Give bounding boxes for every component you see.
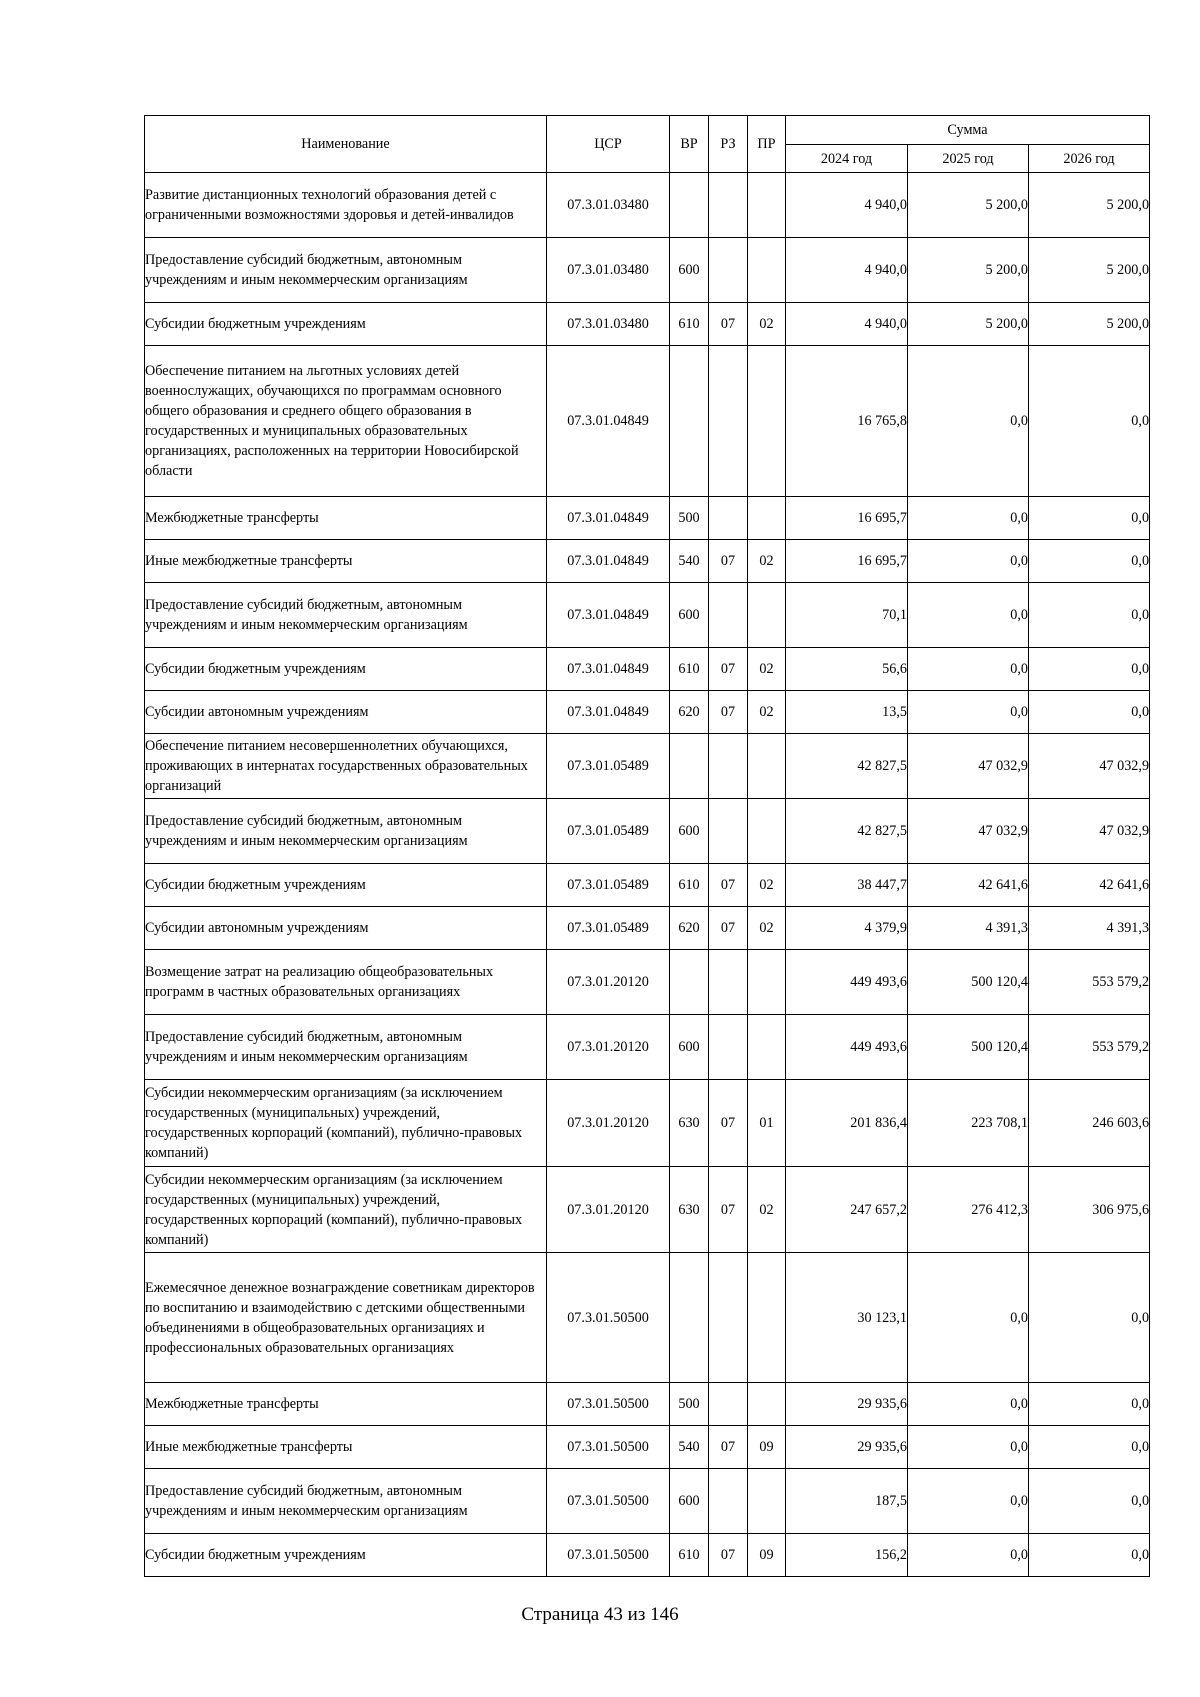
cell-vr	[670, 346, 709, 497]
cell-pr	[748, 950, 786, 1015]
cell-2024: 30 123,1	[786, 1253, 908, 1383]
table-row	[145, 1080, 1150, 1167]
cell-pr	[748, 1383, 786, 1426]
cell-2024: 38 447,7	[786, 864, 908, 907]
cell-vr: 610	[670, 864, 709, 907]
cell-pr: 02	[748, 648, 786, 691]
cell-csr: 07.3.01.05489	[547, 864, 670, 907]
cell-name: Субсидии автономным учреждениям	[145, 691, 547, 734]
cell-csr: 07.3.01.04849	[547, 648, 670, 691]
cell-name: Субсидии бюджетным учреждениям	[145, 303, 547, 346]
cell-pr	[748, 1015, 786, 1080]
cell-rz: 07	[709, 864, 748, 907]
cell-2025: 4 391,3	[908, 907, 1029, 950]
cell-name: Развитие дистанционных технологий образования детей с ограниченными возможностями здоровья и детей-инвалидов	[145, 173, 547, 238]
cell-vr: 540	[670, 1426, 709, 1469]
budget-table	[144, 115, 1150, 1577]
cell-2025: 0,0	[908, 346, 1029, 497]
cell-2024: 449 493,6	[786, 1015, 908, 1080]
header-pr: ПР	[748, 116, 786, 173]
header-sum: Сумма	[786, 116, 1150, 145]
table-row	[145, 1426, 1150, 1469]
cell-2025: 0,0	[908, 1426, 1029, 1469]
page-number: Страница 43 из 146	[521, 1604, 679, 1625]
cell-2025: 47 032,9	[908, 734, 1029, 799]
cell-pr	[748, 583, 786, 648]
cell-name: Предоставление субсидий бюджетным, автономным учреждениям и иным некоммерческим организациям	[145, 238, 547, 303]
cell-rz	[709, 583, 748, 648]
cell-rz: 07	[709, 303, 748, 346]
cell-2025: 0,0	[908, 691, 1029, 734]
cell-vr	[670, 173, 709, 238]
cell-2026: 0,0	[1029, 1383, 1150, 1426]
cell-vr: 620	[670, 907, 709, 950]
cell-rz	[709, 497, 748, 540]
cell-name: Иные межбюджетные трансферты	[145, 1426, 547, 1469]
cell-2025: 500 120,4	[908, 950, 1029, 1015]
cell-2024: 247 657,2	[786, 1167, 908, 1253]
cell-2026: 0,0	[1029, 583, 1150, 648]
cell-2024: 449 493,6	[786, 950, 908, 1015]
cell-rz: 07	[709, 1080, 748, 1167]
cell-pr	[748, 799, 786, 864]
cell-pr	[748, 238, 786, 303]
cell-name: Субсидии некоммерческим организациям (за исключением государственных (муниципальных) учреждений, государственных корпораций (компаний), публично-правовых компаний)	[145, 1167, 547, 1253]
cell-name: Субсидии некоммерческим организациям (за исключением государственных (муниципальных) учреждений, государственных корпораций (компаний), публично-правовых компаний)	[145, 1080, 547, 1167]
cell-vr: 600	[670, 1469, 709, 1534]
cell-2024: 4 940,0	[786, 238, 908, 303]
cell-csr: 07.3.01.50500	[547, 1383, 670, 1426]
cell-rz	[709, 1469, 748, 1534]
cell-name: Субсидии бюджетным учреждениям	[145, 864, 547, 907]
cell-2026: 5 200,0	[1029, 238, 1150, 303]
table-row	[145, 540, 1150, 583]
cell-2024: 13,5	[786, 691, 908, 734]
table-row	[145, 799, 1150, 864]
cell-vr: 600	[670, 1015, 709, 1080]
cell-vr: 620	[670, 691, 709, 734]
cell-pr	[748, 173, 786, 238]
cell-2026: 47 032,9	[1029, 799, 1150, 864]
cell-2024: 201 836,4	[786, 1080, 908, 1167]
cell-vr: 600	[670, 238, 709, 303]
table-row	[145, 583, 1150, 648]
cell-csr: 07.3.01.50500	[547, 1426, 670, 1469]
cell-rz	[709, 799, 748, 864]
cell-2026: 4 391,3	[1029, 907, 1150, 950]
table-row	[145, 346, 1150, 497]
cell-pr	[748, 497, 786, 540]
cell-pr: 02	[748, 1167, 786, 1253]
cell-vr	[670, 1253, 709, 1383]
cell-2026: 0,0	[1029, 1253, 1150, 1383]
cell-2024: 16 695,7	[786, 497, 908, 540]
cell-pr	[748, 1253, 786, 1383]
cell-2025: 0,0	[908, 1534, 1029, 1577]
cell-2024: 187,5	[786, 1469, 908, 1534]
cell-name: Предоставление субсидий бюджетным, автономным учреждениям и иным некоммерческим организациям	[145, 1015, 547, 1080]
cell-vr: 600	[670, 799, 709, 864]
cell-vr: 600	[670, 583, 709, 648]
header-row-top	[145, 116, 1150, 145]
cell-name: Иные межбюджетные трансферты	[145, 540, 547, 583]
cell-name: Возмещение затрат на реализацию общеобразовательных программ в частных образовательных организациях	[145, 950, 547, 1015]
cell-csr: 07.3.01.50500	[547, 1253, 670, 1383]
cell-vr: 610	[670, 648, 709, 691]
cell-csr: 07.3.01.50500	[547, 1534, 670, 1577]
cell-pr: 01	[748, 1080, 786, 1167]
cell-2026: 5 200,0	[1029, 303, 1150, 346]
cell-2025: 5 200,0	[908, 303, 1029, 346]
cell-2025: 0,0	[908, 540, 1029, 583]
table-row	[145, 1167, 1150, 1253]
cell-2024: 4 940,0	[786, 173, 908, 238]
cell-pr	[748, 734, 786, 799]
table-row	[145, 238, 1150, 303]
cell-csr: 07.3.01.04849	[547, 583, 670, 648]
cell-2024: 42 827,5	[786, 734, 908, 799]
header-vr: ВР	[670, 116, 709, 173]
cell-pr: 02	[748, 864, 786, 907]
cell-rz: 07	[709, 1534, 748, 1577]
cell-2024: 16 765,8	[786, 346, 908, 497]
cell-rz: 07	[709, 691, 748, 734]
cell-pr: 02	[748, 691, 786, 734]
cell-name: Предоставление субсидий бюджетным, автономным учреждениям и иным некоммерческим организациям	[145, 583, 547, 648]
cell-rz	[709, 1015, 748, 1080]
cell-vr: 630	[670, 1167, 709, 1253]
header-name: Наименование	[145, 116, 547, 173]
cell-2025: 0,0	[908, 1469, 1029, 1534]
cell-2025: 500 120,4	[908, 1015, 1029, 1080]
cell-pr: 02	[748, 540, 786, 583]
cell-2025: 0,0	[908, 1253, 1029, 1383]
cell-2025: 47 032,9	[908, 799, 1029, 864]
cell-name: Предоставление субсидий бюджетным, автономным учреждениям и иным некоммерческим организациям	[145, 1469, 547, 1534]
cell-pr: 02	[748, 907, 786, 950]
cell-name: Предоставление субсидий бюджетным, автономным учреждениям и иным некоммерческим организациям	[145, 799, 547, 864]
cell-2026: 306 975,6	[1029, 1167, 1150, 1253]
table-row	[145, 950, 1150, 1015]
cell-csr: 07.3.01.20120	[547, 1015, 670, 1080]
cell-pr	[748, 1469, 786, 1534]
table-row	[145, 497, 1150, 540]
cell-2026: 0,0	[1029, 648, 1150, 691]
cell-rz	[709, 238, 748, 303]
cell-name: Межбюджетные трансферты	[145, 497, 547, 540]
cell-name: Обеспечение питанием несовершеннолетних обучающихся, проживающих в интернатах государственных образовательных организаций	[145, 734, 547, 799]
table-row	[145, 1253, 1150, 1383]
header-year-2026: 2026 год	[1029, 145, 1150, 173]
cell-vr: 500	[670, 497, 709, 540]
cell-rz	[709, 734, 748, 799]
cell-2026: 246 603,6	[1029, 1080, 1150, 1167]
cell-vr: 630	[670, 1080, 709, 1167]
cell-2026: 42 641,6	[1029, 864, 1150, 907]
table-row	[145, 303, 1150, 346]
cell-2026: 0,0	[1029, 497, 1150, 540]
cell-2025: 0,0	[908, 583, 1029, 648]
cell-vr	[670, 950, 709, 1015]
cell-2024: 56,6	[786, 648, 908, 691]
table-row	[145, 1469, 1150, 1534]
cell-csr: 07.3.01.04849	[547, 346, 670, 497]
cell-pr: 09	[748, 1534, 786, 1577]
cell-2026: 0,0	[1029, 1426, 1150, 1469]
cell-2024: 4 379,9	[786, 907, 908, 950]
cell-rz	[709, 173, 748, 238]
cell-2024: 70,1	[786, 583, 908, 648]
cell-csr: 07.3.01.20120	[547, 1080, 670, 1167]
cell-vr: 610	[670, 1534, 709, 1577]
cell-rz	[709, 1383, 748, 1426]
cell-2025: 5 200,0	[908, 238, 1029, 303]
cell-vr: 610	[670, 303, 709, 346]
cell-csr: 07.3.01.20120	[547, 1167, 670, 1253]
cell-2024: 4 940,0	[786, 303, 908, 346]
cell-rz: 07	[709, 907, 748, 950]
cell-2026: 0,0	[1029, 540, 1150, 583]
cell-csr: 07.3.01.05489	[547, 907, 670, 950]
cell-vr: 500	[670, 1383, 709, 1426]
cell-2024: 29 935,6	[786, 1383, 908, 1426]
table-row	[145, 648, 1150, 691]
cell-vr	[670, 734, 709, 799]
header-year-2024: 2024 год	[786, 145, 908, 173]
table-row	[145, 1015, 1150, 1080]
cell-2024: 16 695,7	[786, 540, 908, 583]
cell-name: Обеспечение питанием на льготных условиях детей военнослужащих, обучающихся по программам основного общего образования и среднего общего образования в государственных и муниципальных образовательных организациях, расположенных на территории Новосибирской области	[145, 346, 547, 497]
header-year-2025: 2025 год	[908, 145, 1029, 173]
cell-2026: 5 200,0	[1029, 173, 1150, 238]
cell-rz: 07	[709, 1167, 748, 1253]
cell-2025: 0,0	[908, 648, 1029, 691]
cell-2026: 0,0	[1029, 1534, 1150, 1577]
cell-2025: 42 641,6	[908, 864, 1029, 907]
table-row	[145, 907, 1150, 950]
cell-csr: 07.3.01.20120	[547, 950, 670, 1015]
cell-2026: 553 579,2	[1029, 950, 1150, 1015]
table-row	[145, 864, 1150, 907]
cell-vr: 540	[670, 540, 709, 583]
cell-rz: 07	[709, 540, 748, 583]
cell-rz: 07	[709, 1426, 748, 1469]
cell-2026: 47 032,9	[1029, 734, 1150, 799]
table-row	[145, 691, 1150, 734]
cell-csr: 07.3.01.04849	[547, 497, 670, 540]
cell-name: Субсидии автономным учреждениям	[145, 907, 547, 950]
header-rz: РЗ	[709, 116, 748, 173]
cell-2025: 0,0	[908, 497, 1029, 540]
cell-name: Межбюджетные трансферты	[145, 1383, 547, 1426]
cell-name: Субсидии бюджетным учреждениям	[145, 648, 547, 691]
cell-csr: 07.3.01.50500	[547, 1469, 670, 1534]
cell-2026: 553 579,2	[1029, 1015, 1150, 1080]
cell-rz: 07	[709, 648, 748, 691]
cell-2024: 42 827,5	[786, 799, 908, 864]
cell-2025: 276 412,3	[908, 1167, 1029, 1253]
cell-2025: 223 708,1	[908, 1080, 1029, 1167]
cell-csr: 07.3.01.05489	[547, 799, 670, 864]
cell-csr: 07.3.01.04849	[547, 540, 670, 583]
cell-2026: 0,0	[1029, 691, 1150, 734]
cell-rz	[709, 950, 748, 1015]
cell-2024: 156,2	[786, 1534, 908, 1577]
table-row	[145, 1534, 1150, 1577]
cell-pr	[748, 346, 786, 497]
cell-csr: 07.3.01.03480	[547, 303, 670, 346]
table-row	[145, 1383, 1150, 1426]
table-body	[145, 173, 1150, 1577]
cell-2026: 0,0	[1029, 346, 1150, 497]
cell-csr: 07.3.01.05489	[547, 734, 670, 799]
cell-2024: 29 935,6	[786, 1426, 908, 1469]
cell-csr: 07.3.01.03480	[547, 238, 670, 303]
cell-2025: 5 200,0	[908, 173, 1029, 238]
cell-rz	[709, 346, 748, 497]
cell-pr: 09	[748, 1426, 786, 1469]
cell-csr: 07.3.01.03480	[547, 173, 670, 238]
cell-name: Ежемесячное денежное вознаграждение советникам директоров по воспитанию и взаимодействию с детскими общественными объединениями в общеобразовательных организациях и профессиональных образовательных организациях	[145, 1253, 547, 1383]
header-csr: ЦСР	[547, 116, 670, 173]
cell-rz	[709, 1253, 748, 1383]
cell-csr: 07.3.01.04849	[547, 691, 670, 734]
cell-2026: 0,0	[1029, 1469, 1150, 1534]
cell-pr: 02	[748, 303, 786, 346]
cell-2025: 0,0	[908, 1383, 1029, 1426]
table-row	[145, 734, 1150, 799]
cell-name: Субсидии бюджетным учреждениям	[145, 1534, 547, 1577]
table-row	[145, 173, 1150, 238]
